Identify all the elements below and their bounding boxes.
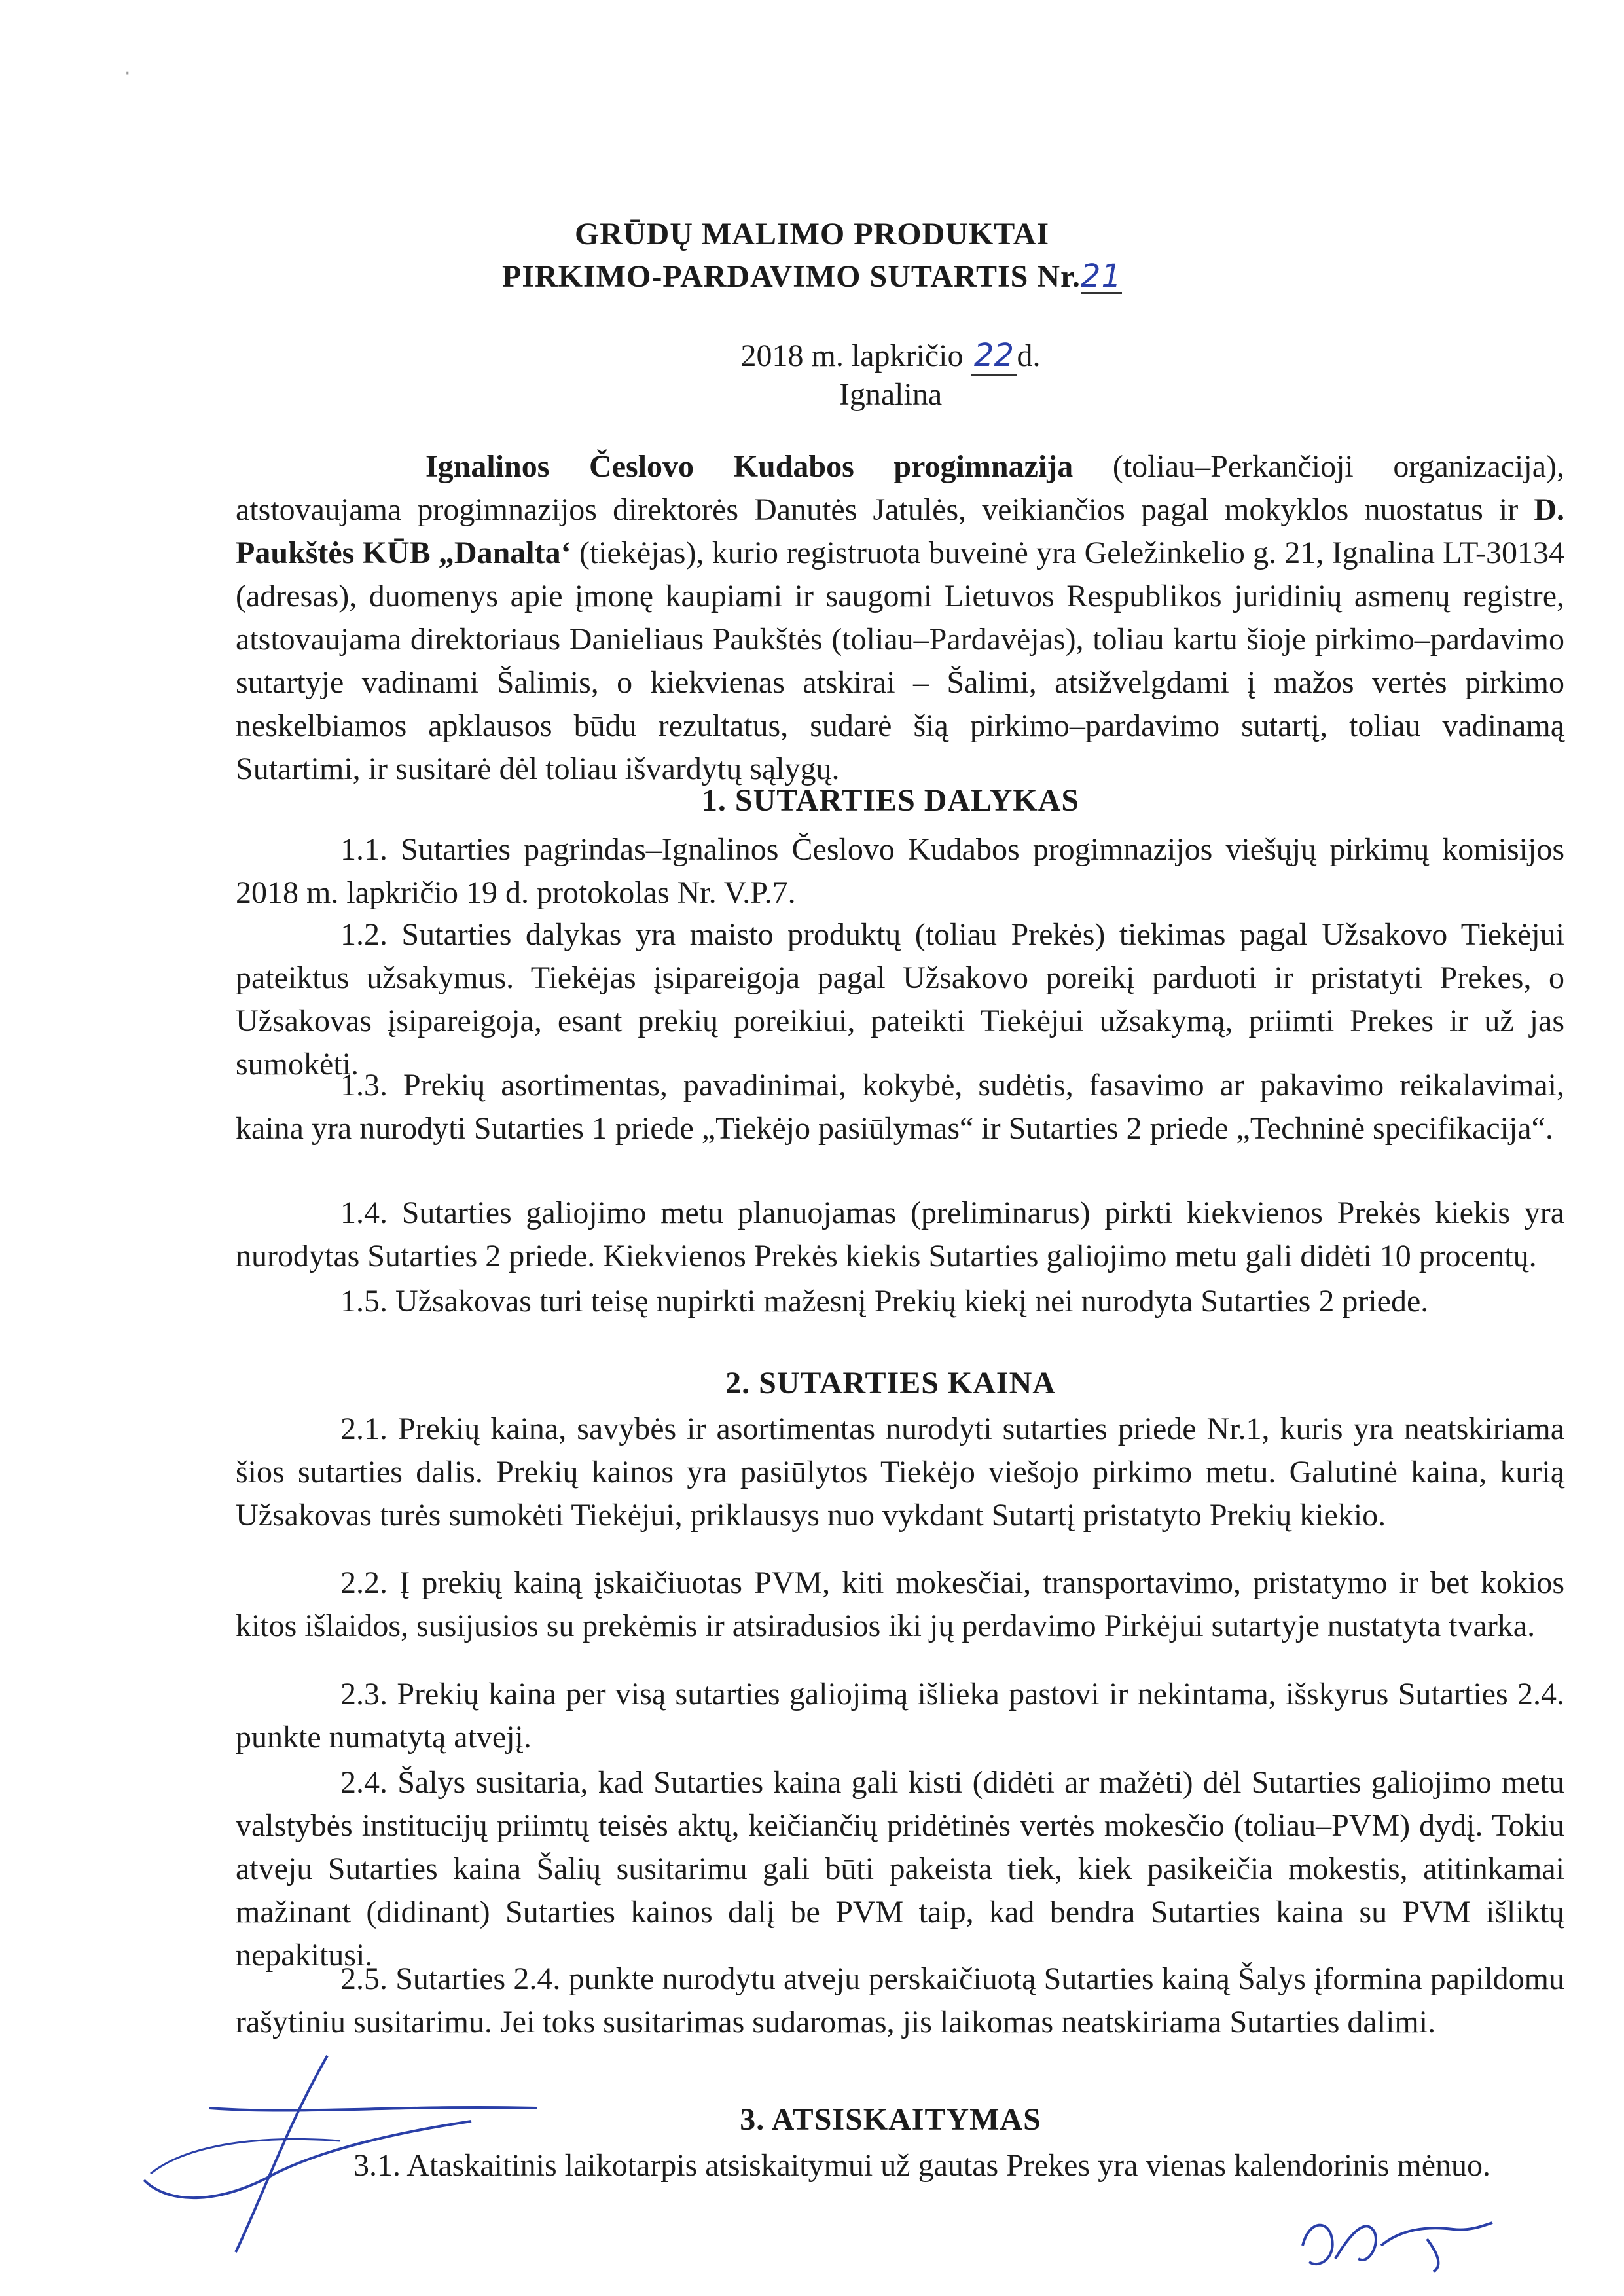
clause-1-3: 1.3. Prekių asortimentas, pavadinimai, kokybė, sudėtis, fasavimo ar pakavimo reikalavimai, kaina yra nurodyti Sutarties 1 priede „Tiekėjo pasiūlymas“ ir Sutarties 2 priede „Techninė specifikacija“. <box>236 1068 1564 1146</box>
party2-name: D. Paukštės KŪB „Danalta‘ <box>236 492 1564 570</box>
clause-2-5: 2.5. Sutarties 2.4. punkte nurodytu atveju perskaičiuotą Sutarties kainą Šalys įformina papildomu rašytiniu susitarimu. Jei toks susitarimas sudaromas, jis laikomas neatskiriama Sutarties dalimi. <box>236 1961 1564 2039</box>
contract-label: PIRKIMO-PARDAVIMO SUTARTIS Nr. <box>502 259 1081 294</box>
intro-text-1: (toliau–Perkančioji organizacija), atstovaujama progimnazijos direktorės Danutės Jatulės, veikiančios pagal mokyklos nuostatus ir <box>236 449 1565 527</box>
document-title-line2 <box>0 259 1624 295</box>
clause-2-2: 2.2. Į prekių kainą įskaičiuotas PVM, kiti mokesčiai, transportavimo, pristatymo ir bet kokios kitos išlaidos, susijusios su prekėmis ir atsiradusios iki jų perdavimo Pirkėjui sutartyje nustatyta tvarka. <box>236 1565 1564 1643</box>
section-2-heading: 2. SUTARTIES KAINA <box>725 1366 1056 1400</box>
date-suffix: d. <box>1017 338 1041 373</box>
contract-place: Ignalina <box>839 377 943 412</box>
clause-2-4: 2.4. Šalys susitaria, kad Sutarties kaina gali kisti (didėti ar mažėti) dėl Sutarties galiojimo metu valstybės institucijų priimtų teisės aktų, keičiančių pridėtinės vertės mokesčio (toliau–PVM) dydį. Tokiu atveju Sutarties kaina Šalių susitarimu gali būti pakeista tiek, kiek pasikeičia mokestis, atitinkamai mažinant (didinant) Sutarties kainos dalį be PVM taip, kad bendra Sutarties kaina su PVM išliktų nepakitusi. <box>236 1765 1564 1973</box>
signature-initials-icon <box>1296 2206 1506 2278</box>
clause-1-4: 1.4. Sutarties galiojimo metu planuojamas (preliminarus) pirkti kiekvienos Prekės kiekis yra nurodytas Sutarties 2 priede. Kiekvienos Prekės kiekis Sutarties galiojimo metu gali didėti 10 procentų. <box>236 1195 1564 1273</box>
handwritten-contract-number: 21 <box>1080 258 1122 295</box>
scan-speck: · <box>124 62 131 85</box>
party1-name: Ignalinos Česlovo Kudabos progimnazija <box>425 449 1074 484</box>
clause-3-1: 3.1. Ataskaitinis laikotarpis atsiskaitymui už gautas Prekes yra vienas kalendorinis mėnuo. <box>353 2148 1490 2183</box>
intro-paragraph <box>236 445 1564 791</box>
contract-date <box>79 337 1624 376</box>
section-3-heading: 3. ATSISKAITYMAS <box>740 2102 1041 2137</box>
section-1-heading: 1. SUTARTIES DALYKAS <box>701 783 1080 818</box>
clause-2-3: 2.3. Prekių kaina per visą sutarties galiojimą išlieka pastovi ir nekintama, išskyrus Sutarties 2.4. punkte numatytą atvejį. <box>236 1677 1564 1755</box>
clause-1-1: 1.1. Sutarties pagrindas–Ignalinos Česlovo Kudabos progimnazijos viešųjų pirkimų komisijos 2018 m. lapkričio 19 d. protokolas Nr. V.P.7. <box>236 832 1564 910</box>
document-title-line1: GRŪDŲ MALIMO PRODUKTAI <box>574 217 1050 251</box>
intro-text-2: (tiekėjas), kurio registruota buveinė yra Geležinkelio g. 21, Ignalina LT-30134 (adresas), duomenys apie įmonę kaupiami ir saugomi Lietuvos Respublikos juridinių asmenų registre, atstovaujama direktoriaus Danieliaus Paukštės (toliau–Pardavėjas), toliau kartu šioje pirkimo–pardavimo sutartyje vadinami Šalimis, o kiekvienas atskirai – Šalimi, atsižvelgdami į mažos vertės pirkimo neskelbiamos apklausos būdu rezultatus, sudarė šią pirkimo–pardavimo sutartį, toliau vadinamą Sutartimi, ir susitarė dėl toliau išvardytų sąlygų. <box>236 536 1564 786</box>
clause-2-1: 2.1. Prekių kaina, savybės ir asortimentas nurodyti sutarties priede Nr.1, kuris yra neatskiriama šios sutarties dalis. Prekių kainos yra pasiūlytos Tiekėjo viešojo pirkimo metu. Galutinė kaina, kurią Užsakovas turės sumokėti Tiekėjui, priklausys nuo vykdant Sutartį pristatyto Prekių kiekio. <box>236 1412 1564 1533</box>
handwritten-day: 22 <box>971 337 1017 376</box>
clause-1-2: 1.2. Sutarties dalykas yra maisto produktų (toliau Prekės) tiekimas pagal Užsakovo Tiekėjui pateiktus užsakymus. Tiekėjas įsipareigoja pagal Užsakovo poreikį parduoti ir pristatyti Prekes, o Užsakovas įsipareigoja, esant prekių poreikiui, pateikti Tiekėjui užsakymą, priimti Prekes ir už jas sumokėti. <box>236 917 1564 1082</box>
date-prefix: 2018 m. lapkričio <box>740 338 971 373</box>
signature-left-icon <box>131 2043 589 2259</box>
clause-1-5: 1.5. Užsakovas turi teisę nupirkti mažesnį Prekių kiekį nei nurodyta Sutarties 2 priede. <box>340 1284 1429 1319</box>
